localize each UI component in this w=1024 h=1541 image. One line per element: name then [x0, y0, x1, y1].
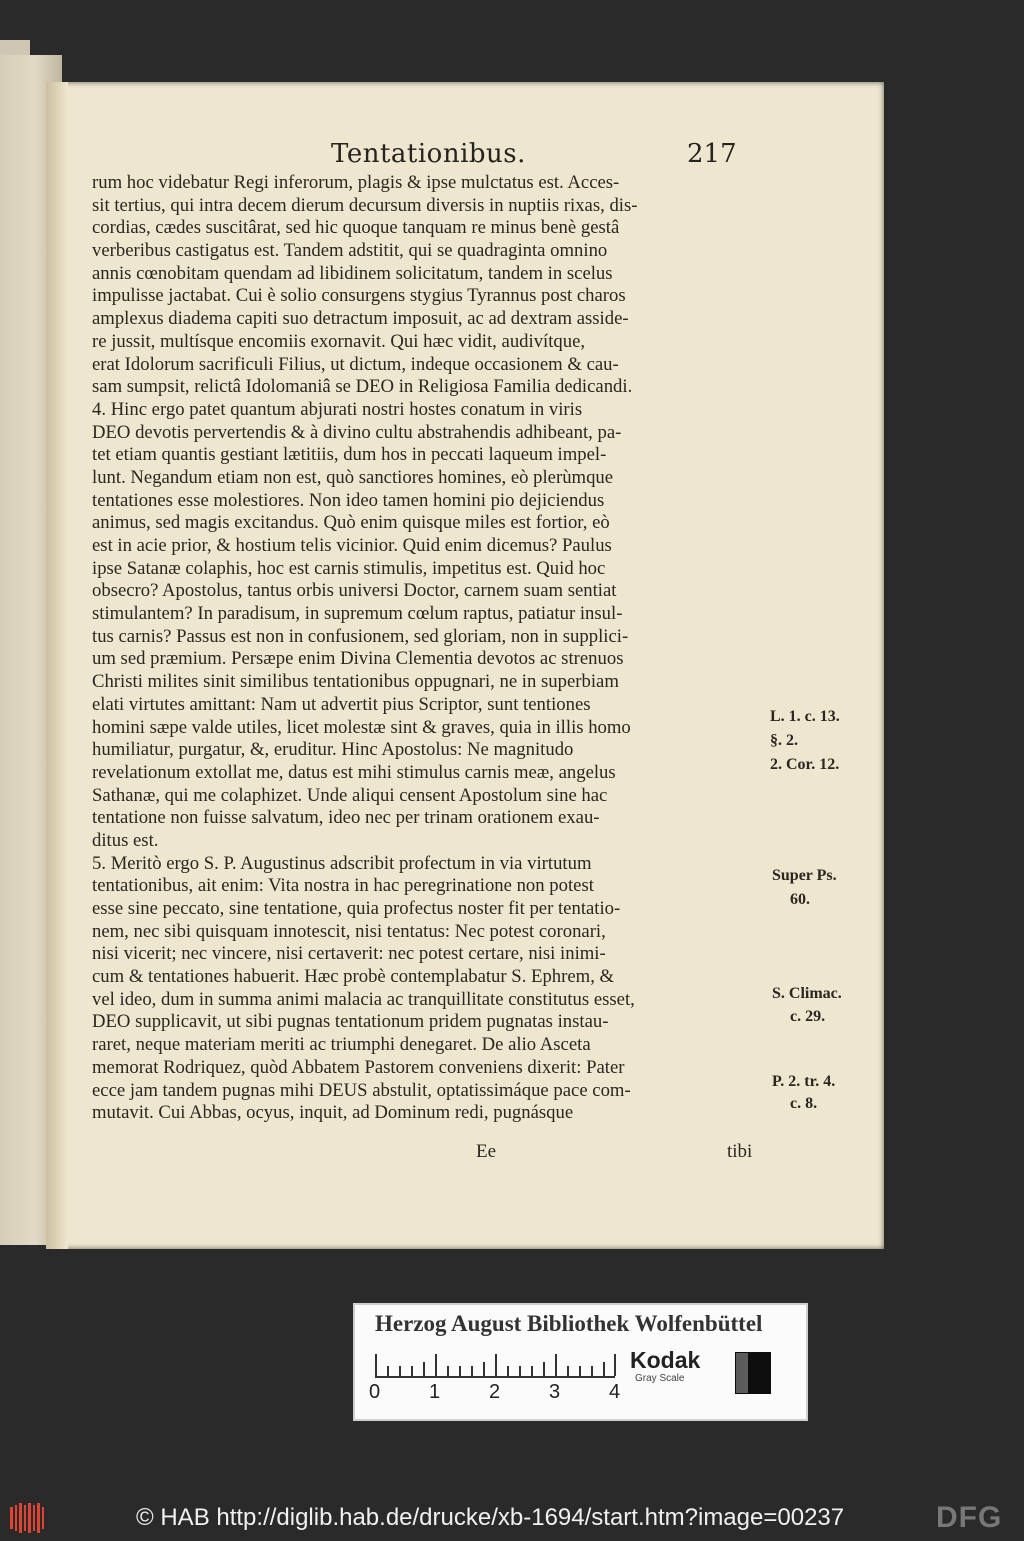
text-line: DEO devotis pervertendis & à divino cultu abstrahendis adhibeant, pa- — [92, 421, 622, 443]
text-line: lunt. Negandum etiam non est, quò sanctiores homines, eò plerùmque — [92, 466, 614, 488]
color-calibration-card — [353, 1303, 808, 1421]
ruler-tick — [447, 1366, 449, 1376]
text-line: Sathanæ, qui me colaphizet. Unde aliqui censent Apostolum sine hac — [92, 784, 608, 806]
ruler-tick — [507, 1366, 509, 1376]
scale-number: 3 — [549, 1381, 561, 1403]
text-line: impulisse jactabat. Cui è solio consurgens stygius Tyrannus post charos — [92, 285, 626, 307]
ruler-tick — [435, 1354, 437, 1376]
ruler-tick — [495, 1354, 497, 1376]
text-line: cordias, cædes suscitârat, sed hic quoque tanquam re minus benè gestâ — [92, 217, 620, 239]
margin-note: c. 8. — [790, 1095, 818, 1112]
text-line: 4. Hinc ergo patet quantum abjurati nostri hostes conatum in viris — [92, 398, 583, 420]
margin-note: Super Ps. — [772, 867, 837, 884]
footer-bar — [0, 1496, 1024, 1541]
text-line: raret, neque materiam meriti ac triumphi denegaret. De alio Asceta — [92, 1034, 591, 1056]
scale-number: 2 — [489, 1381, 501, 1403]
text-line: obsecro? Apostolus, tantus orbis universi Doctor, carnem suam sentiat — [92, 580, 617, 602]
scale-number: 1 — [429, 1381, 441, 1403]
text-line: annis cœnobitam quendam ad libidinem solicitatum, tandem in scelus — [92, 262, 613, 284]
ruler-tick — [591, 1366, 593, 1376]
margin-note: P. 2. tr. 4. — [772, 1073, 836, 1090]
margin-note: S. Climac. — [772, 985, 842, 1002]
text-line: sit tertius, qui intra decem dierum decursum diversis in nuptiis rixas, dis- — [92, 194, 638, 216]
margin-note: c. 29. — [790, 1008, 826, 1025]
scale-number: 4 — [609, 1381, 621, 1403]
ruler-tick — [387, 1366, 389, 1376]
text-line: tentationes esse molestiores. Non ideo tamen homini pio dejiciendus — [92, 489, 605, 511]
text-line: cum & tentationes habuerit. Hæc probè contemplabatur S. Ephrem, & — [92, 966, 615, 988]
hab-barcode-icon — [10, 1503, 50, 1533]
ruler-tick — [555, 1354, 557, 1376]
kodak-logo: Kodak — [630, 1347, 701, 1373]
text-line: nem, nec sibi quisquam innotescit, nisi tentatus: Nec potest coronari, — [92, 920, 606, 942]
margin-note: §. 2. — [770, 732, 798, 749]
text-line: ipse Satanæ colaphis, hoc est carnis stimulis, impetitus est. Quid hoc — [92, 557, 606, 579]
copyright-url[interactable]: © HAB http://diglib.hab.de/drucke/xb-1694/start.htm?image=00237 — [136, 1504, 845, 1531]
text-line: animus, sed magis excitandus. Quò enim quisque miles est fortior, eò — [92, 512, 610, 534]
ruler-tick — [579, 1366, 581, 1376]
scale-ruler — [375, 1350, 615, 1378]
running-title: Tentationibus. — [331, 139, 526, 169]
ruler-tick — [567, 1366, 569, 1376]
text-line: stimulantem? In paradisum, in supremum cœlum raptus, patiatur insul- — [92, 603, 623, 625]
text-line: sam sumpsit, relictâ Idolomaniâ se DEO in Religiosa Familia dedicandi. — [92, 376, 633, 398]
ruler-tick — [411, 1366, 413, 1376]
ruler-tick — [471, 1366, 473, 1376]
text-line: Christi milites sinit similibus tentationibus oppugnari, ne in superbiam — [92, 671, 619, 693]
margin-note: L. 1. c. 13. — [770, 708, 840, 725]
gray-scale-label: Gray Scale — [635, 1373, 685, 1384]
ruler-tick — [603, 1362, 605, 1376]
text-line: esse sine peccato, sine tentatione, quia profectus noster fit per tentatio- — [92, 898, 621, 919]
ruler-tick — [375, 1354, 377, 1376]
text-line: est in acie prior, & hostium telis vicinior. Quid enim dicemus? Paulus — [92, 535, 612, 556]
ruler-tick — [459, 1366, 461, 1376]
text-line: memorat Rodriquez, quòd Abbatem Pastorem conveniens dixerit: Pater — [92, 1056, 625, 1078]
page-number: 217 — [687, 139, 737, 169]
text-line: verberibus castigatus est. Tandem adstitit, qui se quadraginta omnino — [92, 240, 608, 262]
page-body-text — [92, 172, 764, 1125]
library-name: Herzog August Bibliothek Wolfenbüttel — [375, 1311, 763, 1336]
ruler-tick — [531, 1366, 533, 1376]
signature-mark: Ee — [476, 1141, 497, 1162]
text-line: nisi vicerit; nec vincere, nisi certaverit: nec potest certare, nisi inimi- — [92, 943, 606, 965]
ruler-tick — [423, 1362, 425, 1376]
text-line: vel ideo, dum in summa animi malacia ac tranquillitate constitutus esset, — [92, 988, 635, 1010]
text-line: ditus est. — [92, 829, 159, 851]
dfg-logo: DFG — [936, 1501, 1003, 1534]
scale-number: 0 — [369, 1381, 381, 1403]
text-line: tentationibus, ait enim: Vita nostra in hac peregrinatione non potest — [92, 875, 594, 897]
ruler-tick — [614, 1354, 616, 1376]
text-line: tus carnis? Passus est non in confusionem, sed gloriam, non in supplici- — [92, 625, 629, 647]
text-line: tet etiam quantis gestiant lætitiis, dum hos in peccati laqueum impel- — [92, 444, 607, 466]
text-line: revelationum extollat me, datus est mihi stimulus carnis meæ, angelus — [92, 761, 616, 783]
ruler-tick — [399, 1366, 401, 1376]
text-line: elati virtutes amittant: Nam ut advertit pius Scriptor, sunt tentiones — [92, 693, 591, 715]
text-line: erat Idolorum sacrificuli Filius, ut dictum, indeque occasionem & cau- — [92, 353, 619, 375]
text-line: rum hoc videbatur Regi inferorum, plagis & ipse mulctatus est. Acces- — [92, 172, 620, 193]
ruler-tick — [543, 1362, 545, 1376]
text-line: ecce jam tandem pugnas mihi DEUS abstulit, optatissimáque pace com- — [92, 1079, 631, 1101]
text-line: humiliatur, purgatur, &, eruditur. Hinc Apostolus: Ne magnitudo — [92, 739, 574, 761]
margin-note: 2. Cor. 12. — [770, 756, 840, 773]
page-gutter — [46, 82, 68, 1249]
margin-note: 60. — [790, 891, 810, 908]
gray-swatch-mid — [736, 1353, 748, 1393]
catchword: tibi — [727, 1141, 753, 1162]
ruler-tick — [519, 1366, 521, 1376]
text-line: tentatione non fuisse salvatum, ideo nec per trinam orationem exau- — [92, 807, 600, 829]
text-line: amplexus diadema capiti suo detractum imposuit, ac ad dextram asside- — [92, 308, 629, 330]
text-line: homini sæpe valde utiles, licet molestæ sint & graves, quia in illis homo — [92, 716, 631, 738]
text-line: um sed præmium. Persæpe enim Divina Clementia devotos ac strenuos — [92, 648, 624, 670]
text-line: 5. Meritò ergo S. P. Augustinus adscribit profectum in via virtutum — [92, 852, 592, 874]
text-line: DEO supplicavit, ut sibi pugnas tentationum pridem pugnatas instau- — [92, 1011, 609, 1033]
ruler-tick — [483, 1362, 485, 1376]
text-line: mutavit. Cui Abbas, ocyus, inquit, ad Dominum redi, pugnásque — [92, 1102, 574, 1124]
text-line: re jussit, multísque encomiis exornavit. Qui hæc vidit, audivítque, — [92, 330, 586, 352]
